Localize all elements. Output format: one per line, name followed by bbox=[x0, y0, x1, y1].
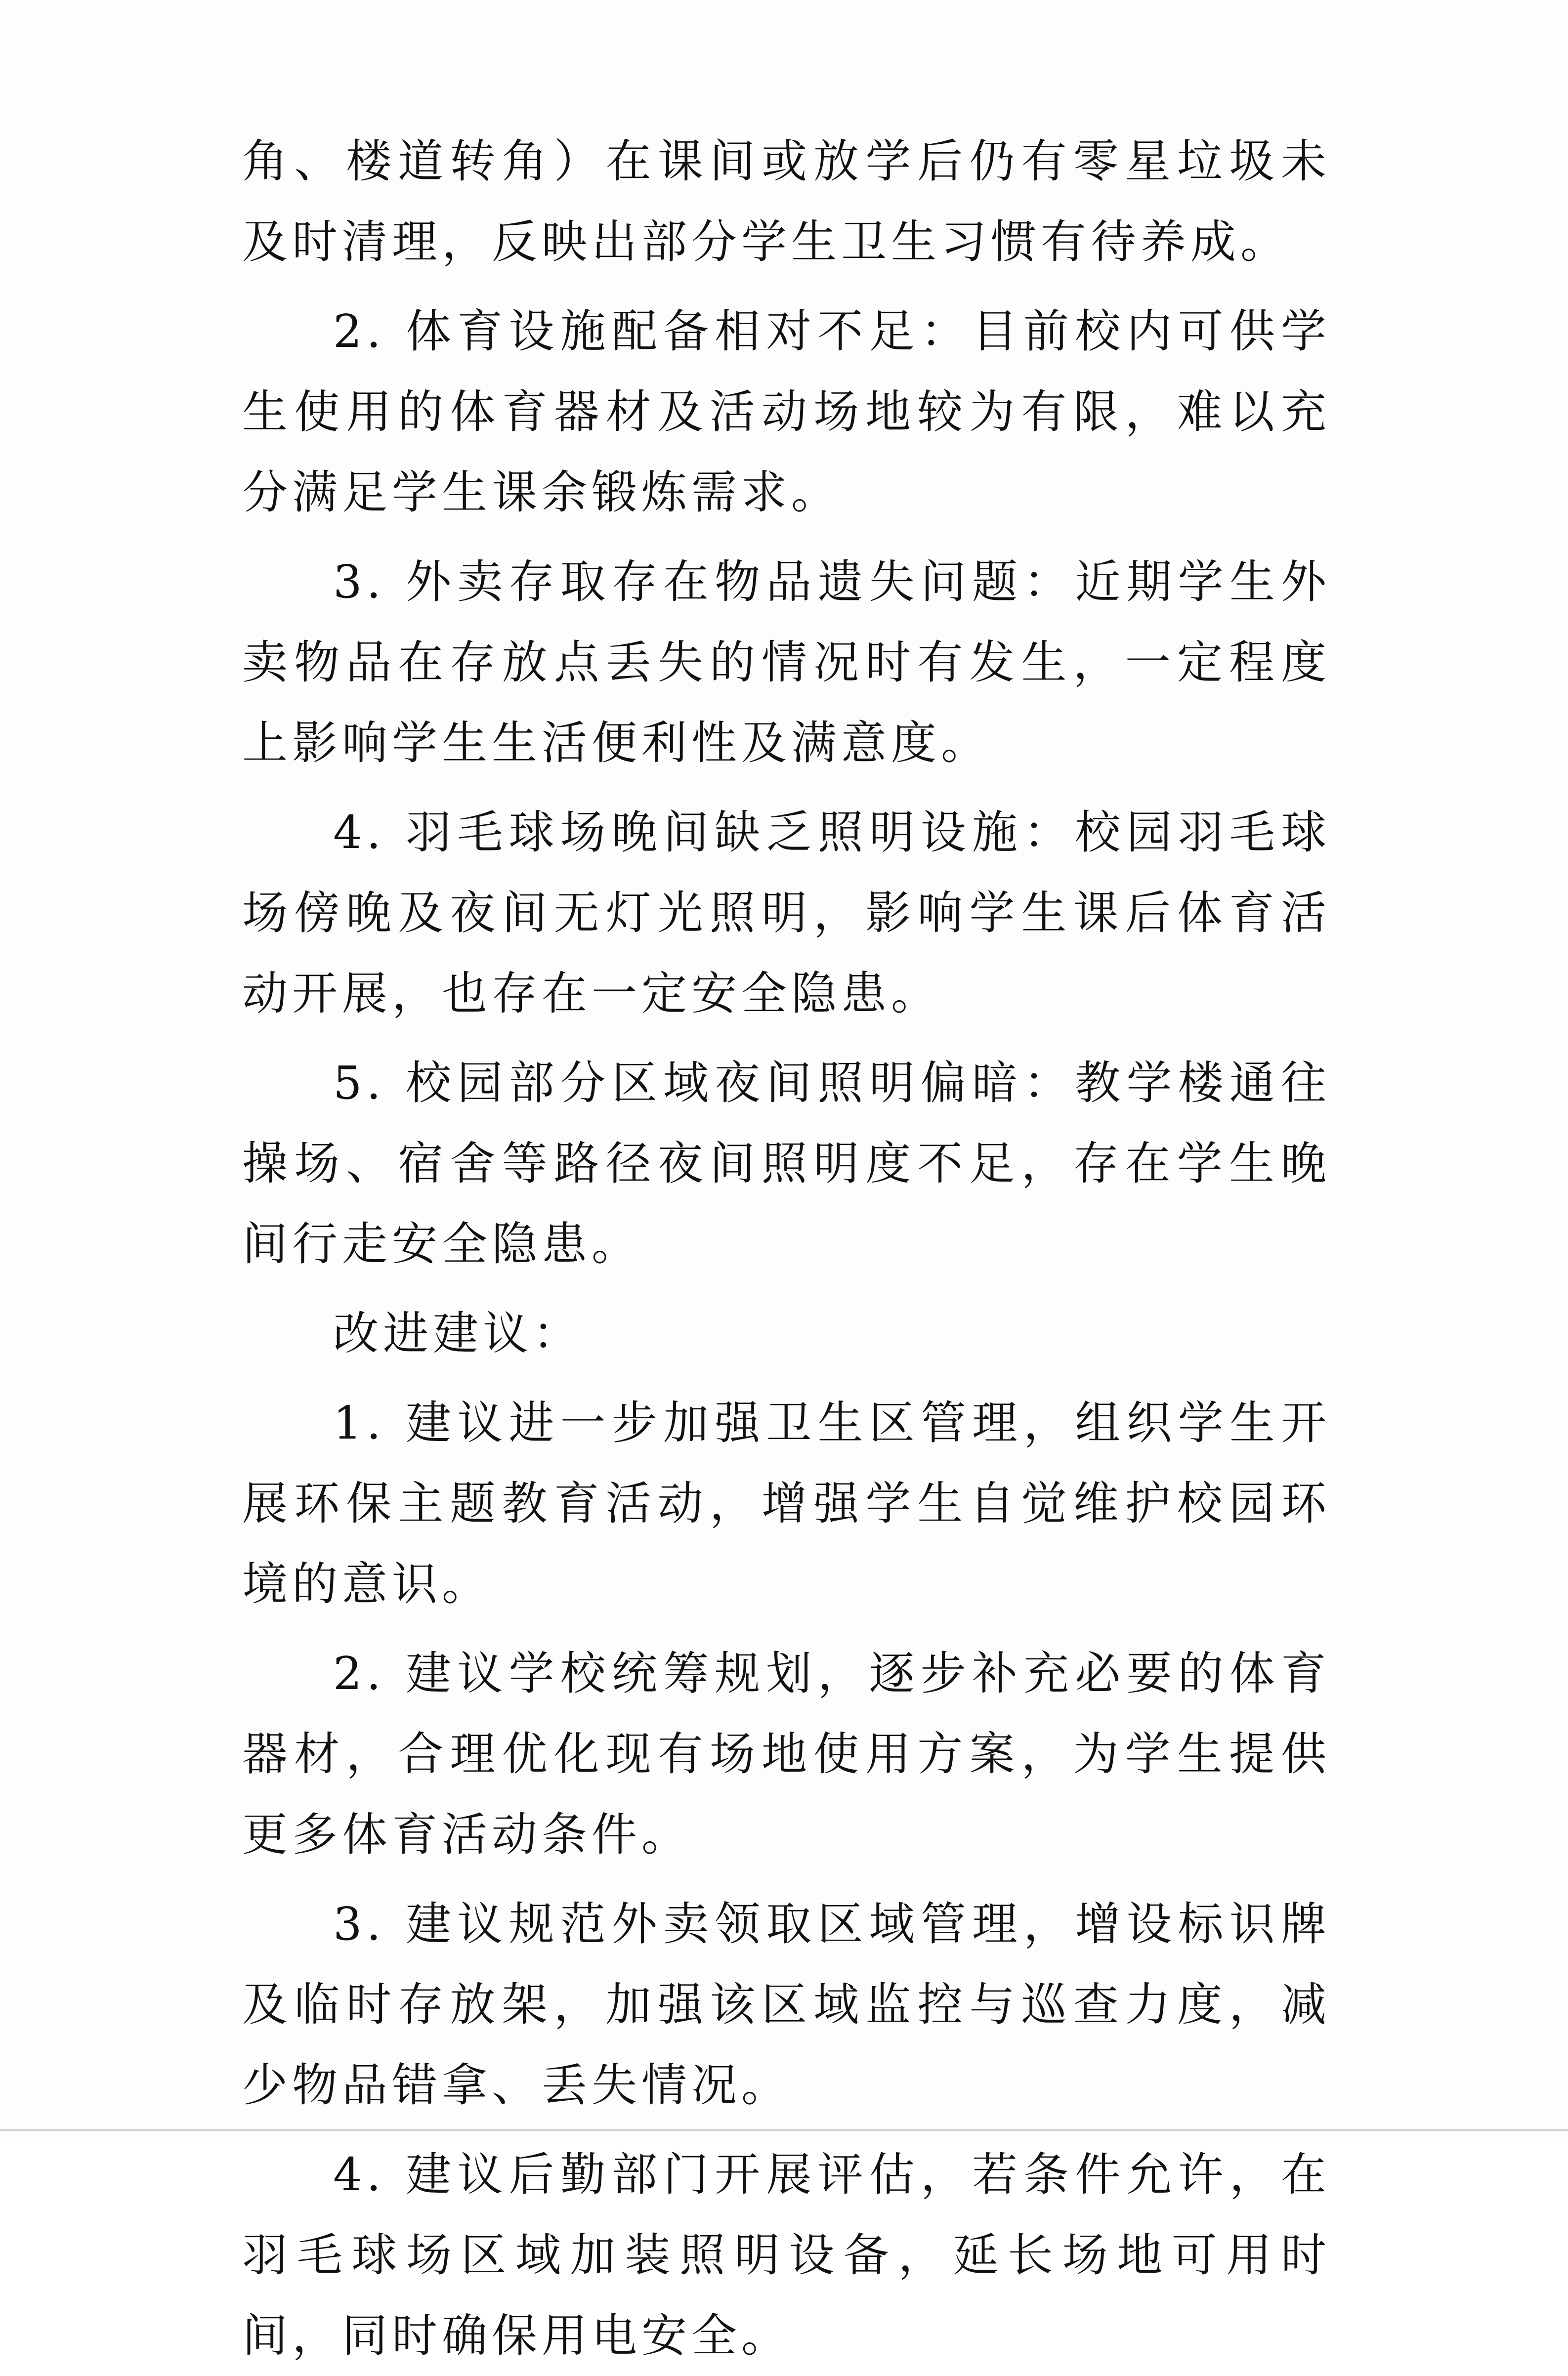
scan-edge-line bbox=[0, 2129, 1568, 2131]
problem-item-5: 5. 校园部分区域夜间照明偏暗：教学楼通往操场、宿舍等路径夜间照明度不足，存在学生晚间行走安全隐患。 bbox=[242, 1057, 1331, 1271]
suggestion-item-2: 2. 建议学校统筹规划，逐步补充必要的体育器材，合理优化现有场地使用方案，为学生提供更多体育活动条件。 bbox=[242, 1647, 1331, 1861]
paragraph-continuation: 角、楼道转角）在课间或放学后仍有零星垃圾未及时清理，反映出部分学生卫生习惯有待养成。 bbox=[242, 135, 1331, 268]
problem-item-4: 4. 羽毛球场晚间缺乏照明设施：校园羽毛球场傍晚及夜间无灯光照明，影响学生课后体育活动开展，也存在一定安全隐患。 bbox=[242, 806, 1331, 1020]
suggestion-item-3: 3. 建议规范外卖领取区域管理，增设标识牌及临时存放架，加强该区域监控与巡查力度，减少物品错拿、丢失情况。 bbox=[242, 1898, 1331, 2112]
problem-item-2: 2. 体育设施配备相对不足：目前校内可供学生使用的体育器材及活动场地较为有限，难以充分满足学生课余锻炼需求。 bbox=[242, 305, 1331, 519]
suggestion-item-1: 1. 建议进一步加强卫生区管理，组织学生开展环保主题教育活动，增强学生自觉维护校园环境的意识。 bbox=[242, 1397, 1331, 1611]
suggestion-item-4: 4. 建议后勤部门开展评估，若条件允许，在羽毛球场区域加装照明设备，延长场地可用时间，同时确保用电安全。 bbox=[242, 2148, 1331, 2362]
problem-item-3: 3. 外卖存取存在物品遗失问题：近期学生外卖物品在存放点丢失的情况时有发生，一定程度上影响学生生活便利性及满意度。 bbox=[242, 555, 1331, 769]
suggestions-heading: 改进建议： bbox=[333, 1307, 583, 1360]
